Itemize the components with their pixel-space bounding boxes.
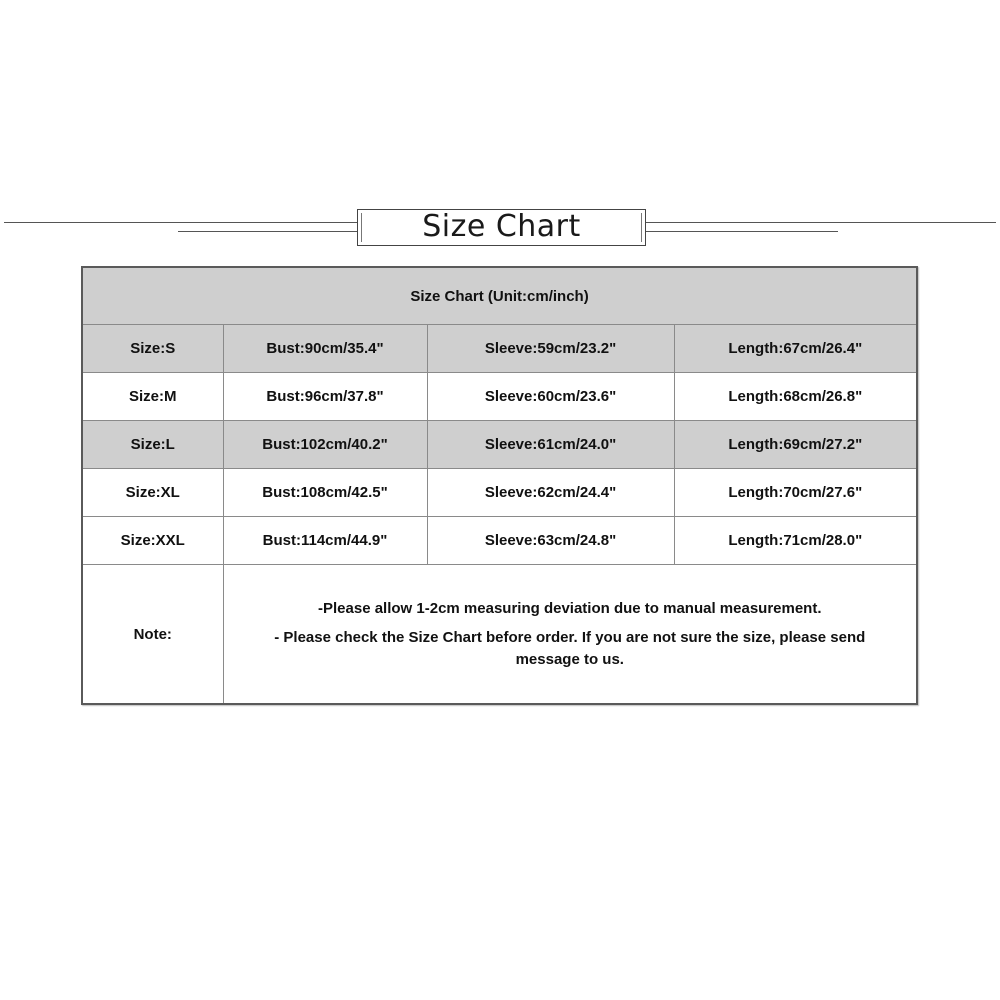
table-caption: Size Chart (Unit:cm/inch) — [82, 267, 917, 325]
size-cell: Size:L — [82, 421, 223, 469]
size-cell: Size:XXL — [82, 517, 223, 565]
banner-title: Size Chart — [422, 209, 581, 244]
size-cell: Size:S — [82, 325, 223, 373]
sleeve-cell: Sleeve:62cm/24.4" — [427, 469, 674, 517]
bust-cell: Bust:114cm/44.9" — [223, 517, 427, 565]
bust-cell: Bust:96cm/37.8" — [223, 373, 427, 421]
table-row — [82, 469, 917, 517]
note-label: Note: — [82, 565, 223, 705]
size-chart-table — [81, 266, 918, 705]
note-line-deviation: -Please allow 1-2cm measuring deviation due to manual measurement. — [318, 599, 822, 617]
note-row — [82, 565, 917, 705]
sleeve-cell: Sleeve:60cm/23.6" — [427, 373, 674, 421]
size-cell: Size:M — [82, 373, 223, 421]
sleeve-cell: Sleeve:61cm/24.0" — [427, 421, 674, 469]
table-row — [82, 517, 917, 565]
banner-title-box — [357, 209, 646, 246]
length-cell: Length:68cm/26.8" — [674, 373, 917, 421]
bust-cell: Bust:90cm/35.4" — [223, 325, 427, 373]
table-row — [82, 373, 917, 421]
size-cell: Size:XL — [82, 469, 223, 517]
size-chart-banner — [0, 200, 1000, 250]
note-line-check-size: - Please check the Size Chart before order. If you are not sure the size, please send message to us. — [274, 628, 866, 668]
bust-cell: Bust:102cm/40.2" — [223, 421, 427, 469]
length-cell: Length:69cm/27.2" — [674, 421, 917, 469]
table-caption-row — [82, 267, 917, 325]
table-row — [82, 325, 917, 373]
length-cell: Length:71cm/28.0" — [674, 517, 917, 565]
bust-cell: Bust:108cm/42.5" — [223, 469, 427, 517]
sleeve-cell: Sleeve:59cm/23.2" — [427, 325, 674, 373]
note-body — [223, 565, 917, 705]
length-cell: Length:70cm/27.6" — [674, 469, 917, 517]
length-cell: Length:67cm/26.4" — [674, 325, 917, 373]
table-row — [82, 421, 917, 469]
sleeve-cell: Sleeve:63cm/24.8" — [427, 517, 674, 565]
